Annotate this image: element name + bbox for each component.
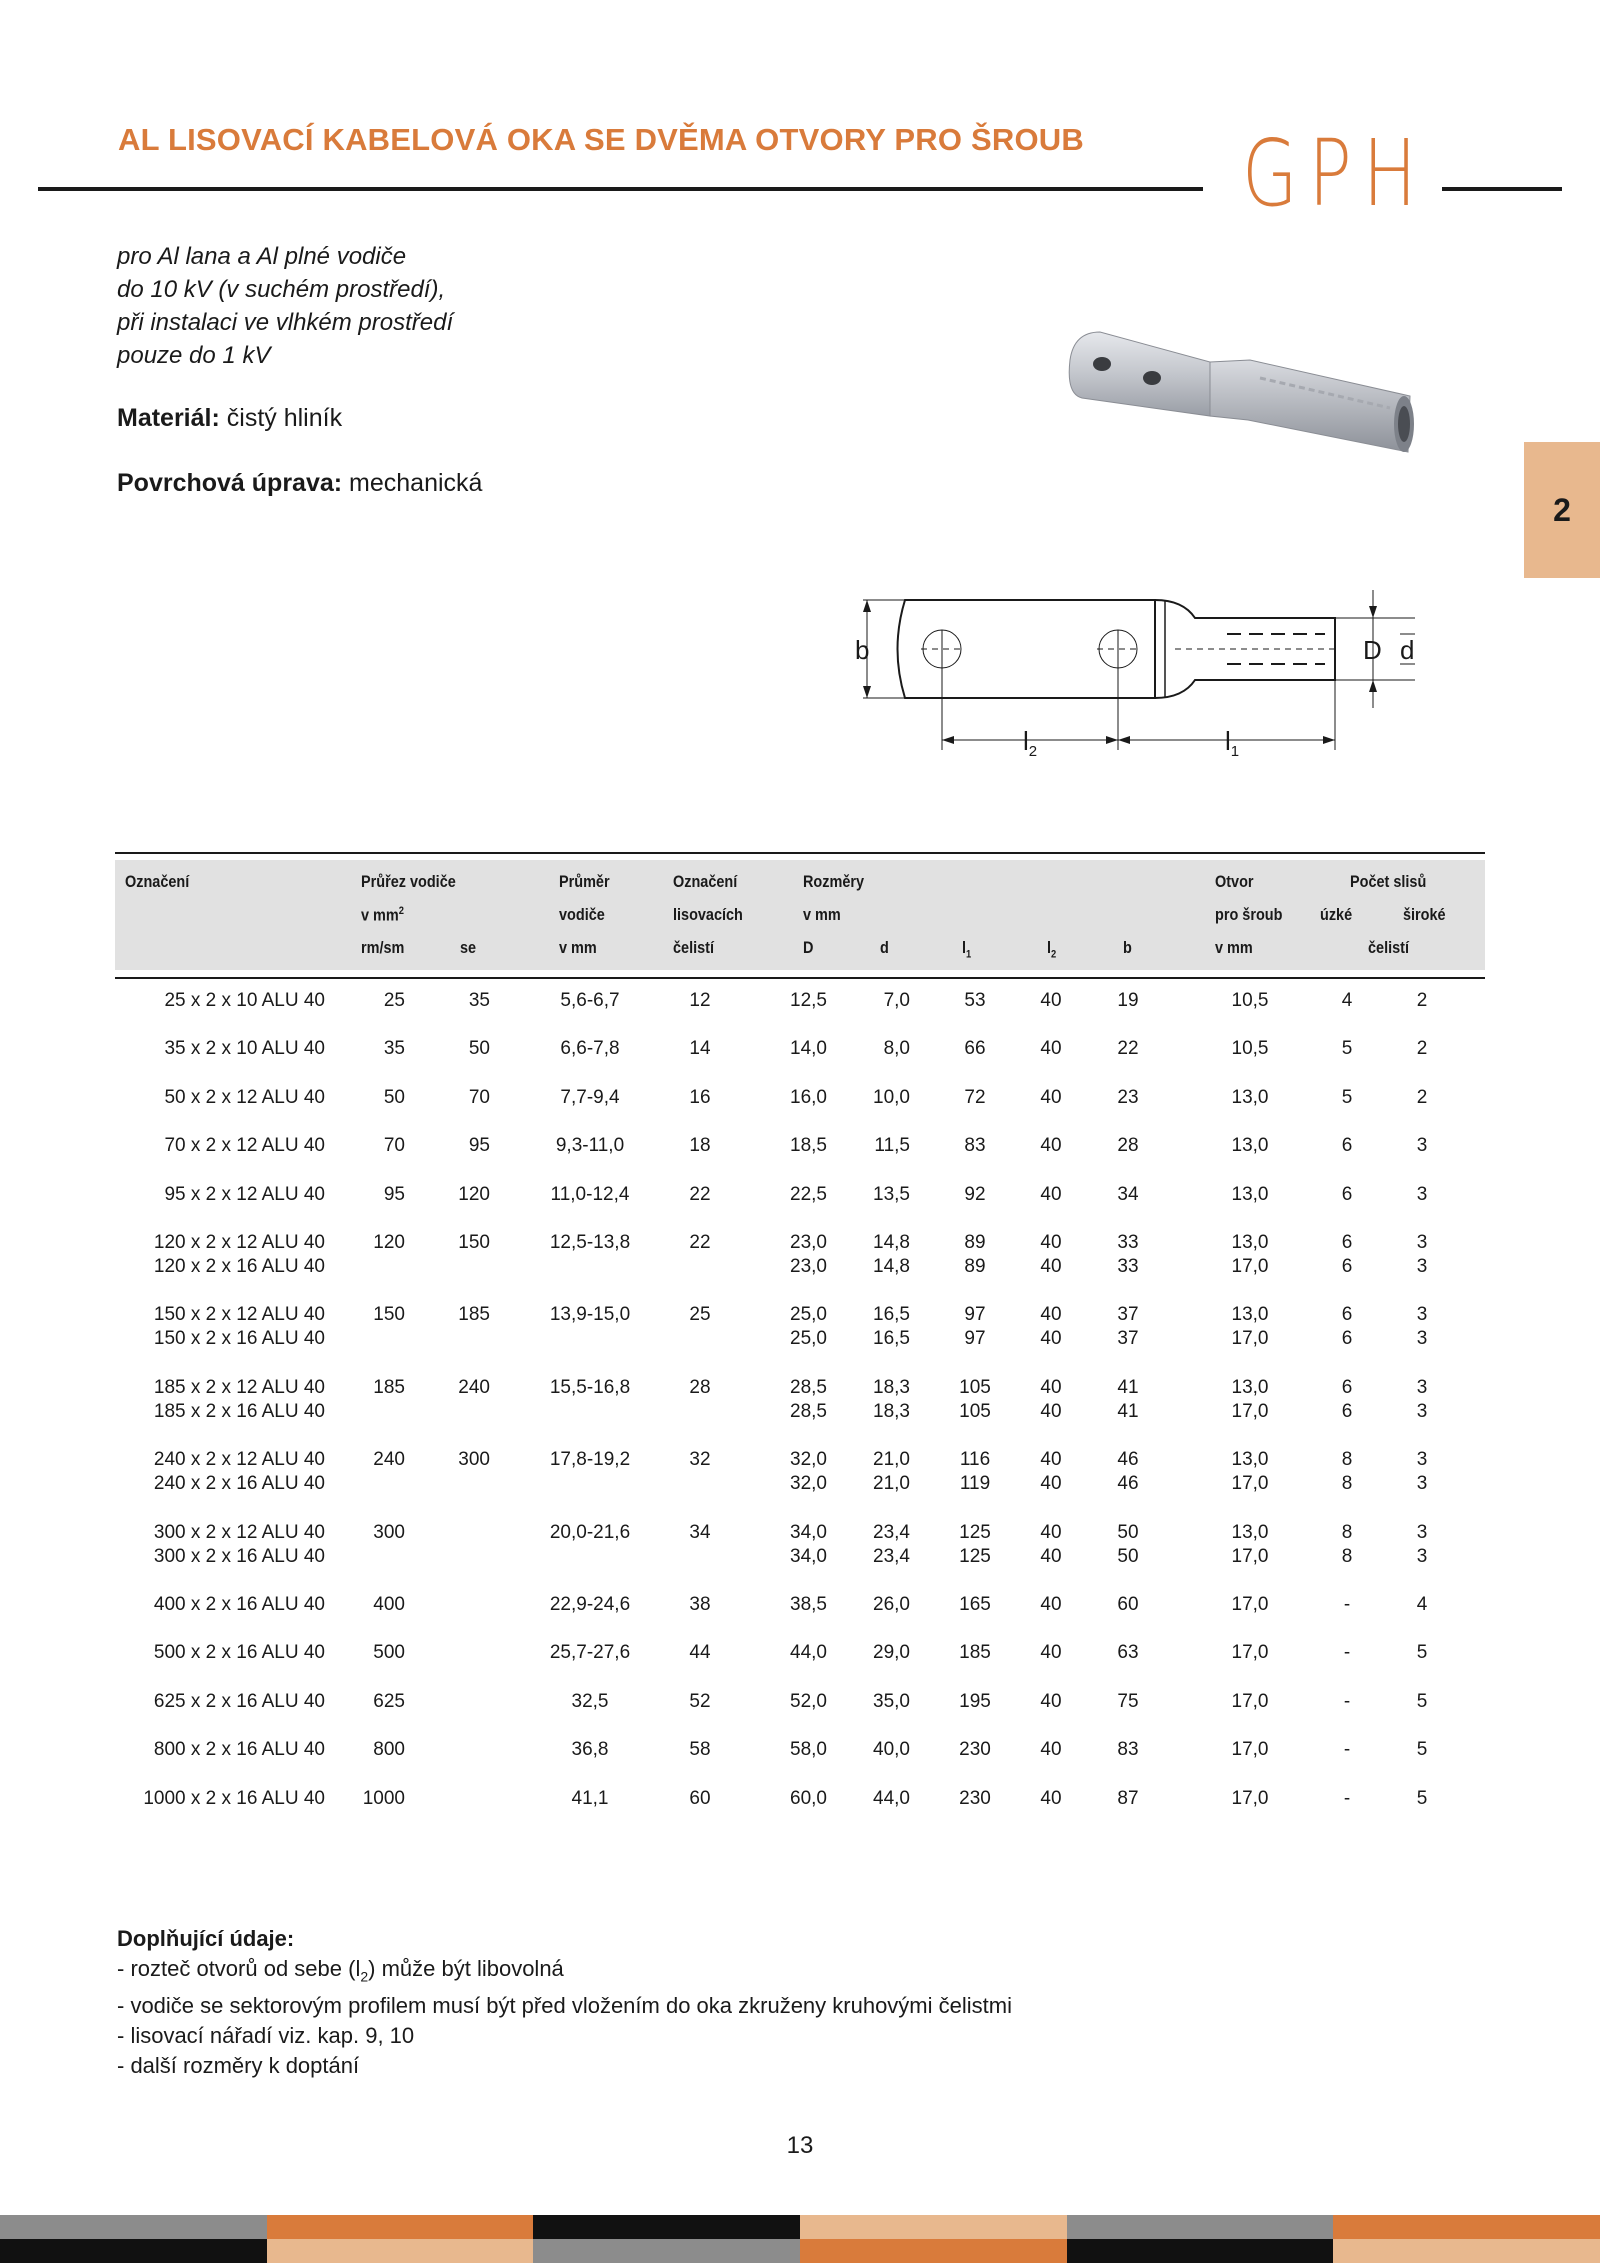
cell-l1: 89 <box>964 1232 986 1253</box>
cell-uzke: 6 <box>1341 1256 1353 1277</box>
cell-cel: 32 <box>689 1449 711 1471</box>
cell-rm: 185 <box>373 1376 405 1398</box>
cell-l1: 66 <box>964 1038 986 1060</box>
cell-l2: 40 <box>1040 1400 1062 1422</box>
cell-rm: 240 <box>373 1449 405 1471</box>
chapter-tab <box>1524 442 1600 578</box>
cell-cel: 22 <box>689 1232 711 1253</box>
header-l2: $l_2$ <box>1047 938 1057 961</box>
cell-otvor: 17,0 <box>1231 1256 1269 1277</box>
cell-siroke: 3 <box>1416 1328 1428 1350</box>
cell-otvor: 17,0 <box>1231 1328 1269 1350</box>
cell-siroke: 5 <box>1416 1739 1428 1761</box>
footer-band <box>533 2215 801 2239</box>
cell-l1: 230 <box>959 1787 991 1809</box>
cell-d: 13,5 <box>873 1183 910 1205</box>
cell-b: 41 <box>1117 1400 1139 1422</box>
header-se: se <box>460 938 477 957</box>
cell-l2: 40 <box>1040 1690 1062 1712</box>
cell-prumer: 12,5-13,8 <box>549 1232 631 1253</box>
cell-rm: 300 <box>373 1521 405 1543</box>
cell-l1: 230 <box>959 1739 991 1761</box>
cell-l2: 40 <box>1040 1739 1062 1761</box>
cell-otvor: 17,0 <box>1231 1594 1269 1615</box>
cell-b: 19 <box>1117 990 1139 1011</box>
cell-rm: 70 <box>383 1135 405 1157</box>
cell-otvor: 13,0 <box>1231 1521 1269 1543</box>
cell-d: 18,3 <box>873 1400 910 1422</box>
cell-ozn: 240 x 2 x 12 ALU 40 <box>153 1449 325 1471</box>
cell-rm: 150 <box>373 1304 405 1326</box>
cell-uzke: 5 <box>1341 1038 1353 1060</box>
cell-b: 33 <box>1117 1256 1139 1277</box>
cell-otvor: 13,0 <box>1231 1449 1269 1471</box>
cell-cel: 14 <box>689 1038 711 1060</box>
cell-ozn: 500 x 2 x 16 ALU 40 <box>153 1642 325 1664</box>
cell-D: 60,0 <box>790 1787 827 1809</box>
cell-siroke: 4 <box>1416 1594 1428 1615</box>
cell-D: 18,5 <box>790 1135 827 1157</box>
label-l1: l <box>1225 726 1231 756</box>
cell-otvor: 17,0 <box>1231 1545 1269 1567</box>
cell-b: 37 <box>1117 1304 1139 1326</box>
cell-se: 150 <box>458 1232 490 1253</box>
cell-b: 87 <box>1117 1787 1139 1809</box>
cell-siroke: 2 <box>1416 1086 1428 1108</box>
cell-d: 23,4 <box>873 1521 910 1543</box>
cell-otvor: 17,0 <box>1231 1690 1269 1712</box>
cell-otvor: 10,5 <box>1231 1038 1269 1060</box>
cell-uzke: 8 <box>1341 1545 1353 1567</box>
cell-uzke: 6 <box>1341 1304 1353 1326</box>
header-lisovacich: lisovacích <box>673 905 743 924</box>
cell-siroke: 3 <box>1416 1449 1428 1471</box>
cell-l2: 40 <box>1040 990 1062 1011</box>
header-rmsm: rm/sm <box>361 938 405 957</box>
intro-line: pro Al lana a Al plné vodiče <box>117 243 407 270</box>
cell-l1: 119 <box>959 1473 991 1495</box>
cell-otvor: 13,0 <box>1231 1183 1269 1205</box>
cell-ozn: 150 x 2 x 16 ALU 40 <box>153 1328 325 1350</box>
cell-se: 50 <box>468 1038 490 1060</box>
cell-l1: 97 <box>964 1328 986 1350</box>
cell-otvor: 17,0 <box>1231 1739 1269 1761</box>
header-ozn-lis: Označení <box>673 872 738 891</box>
cell-cel: 12 <box>689 990 711 1011</box>
cell-siroke: 3 <box>1416 1304 1428 1326</box>
cell-siroke: 2 <box>1416 1038 1428 1060</box>
cell-rm: 500 <box>373 1642 405 1664</box>
cell-ozn: 400 x 2 x 16 ALU 40 <box>153 1594 325 1615</box>
cell-D: 25,0 <box>790 1328 827 1350</box>
supplementary-notes <box>117 1924 1012 2081</box>
cell-rm: 120 <box>373 1232 405 1253</box>
cell-ozn: 240 x 2 x 16 ALU 40 <box>153 1473 325 1495</box>
cell-uzke: - <box>1343 1739 1351 1761</box>
cell-siroke: 3 <box>1416 1256 1428 1277</box>
cell-d: 21,0 <box>873 1449 910 1471</box>
cell-l1: 116 <box>959 1449 991 1471</box>
cell-cel: 52 <box>689 1690 711 1712</box>
cell-l1: 105 <box>959 1400 991 1422</box>
cell-prumer: 20,0-21,6 <box>549 1521 631 1543</box>
cell-D: 58,0 <box>790 1739 827 1761</box>
header-oznaceni: Označení <box>125 872 190 891</box>
cell-prumer: 25,7-27,6 <box>549 1642 631 1664</box>
cell-l1: 185 <box>959 1642 991 1664</box>
cell-ozn: 35 x 2 x 10 ALU 40 <box>164 1038 325 1060</box>
cell-siroke: 5 <box>1416 1690 1428 1712</box>
label-l2: l <box>1023 726 1029 756</box>
cell-ozn: 800 x 2 x 16 ALU 40 <box>153 1739 325 1761</box>
cell-siroke: 2 <box>1416 990 1428 1011</box>
header-prurez: Průřez vodiče <box>361 872 456 891</box>
note-line: - vodiče se sektorovým profilem musí být před vložením do oka zkruženy kruhovými čelistmi <box>117 1993 1012 2019</box>
cell-l1: 83 <box>964 1135 986 1157</box>
cell-siroke: 3 <box>1416 1376 1428 1398</box>
header-pro-sroub: pro šroub <box>1215 905 1283 924</box>
cell-prumer: 17,8-19,2 <box>549 1449 631 1471</box>
cell-ozn: 120 x 2 x 16 ALU 40 <box>153 1256 325 1277</box>
cell-otvor: 13,0 <box>1231 1135 1269 1157</box>
cell-prumer: 7,7-9,4 <box>560 1086 620 1108</box>
cell-uzke: 8 <box>1341 1449 1353 1471</box>
cell-uzke: - <box>1343 1787 1351 1809</box>
cell-D: 14,0 <box>790 1038 827 1060</box>
cell-D: 12,5 <box>790 990 827 1011</box>
cell-siroke: 5 <box>1416 1787 1428 1809</box>
intro-line: pouze do 1 kV <box>117 342 271 369</box>
header-b: b <box>1123 938 1132 957</box>
header-celisti: čelistí <box>673 938 714 957</box>
footer-band <box>800 2215 1068 2239</box>
cell-l2: 40 <box>1040 1642 1062 1664</box>
cell-D: 23,0 <box>790 1256 827 1277</box>
footer-band <box>800 2239 1068 2263</box>
cell-otvor: 10,5 <box>1231 990 1269 1011</box>
cell-d: 14,8 <box>873 1232 910 1253</box>
cell-uzke: 6 <box>1341 1232 1353 1253</box>
cell-D: 28,5 <box>790 1400 827 1422</box>
cell-uzke: 6 <box>1341 1135 1353 1157</box>
cell-ozn: 1000 x 2 x 16 ALU 40 <box>143 1787 325 1809</box>
cell-l2: 40 <box>1040 1594 1062 1615</box>
cell-l2: 40 <box>1040 1135 1062 1157</box>
cell-otvor: 17,0 <box>1231 1473 1269 1495</box>
header-d: d <box>880 938 889 957</box>
cell-l2: 40 <box>1040 1232 1062 1253</box>
cell-cel: 18 <box>689 1135 711 1157</box>
surface-label: Povrchová úprava: <box>117 469 343 497</box>
header-prumer: Průměr <box>559 872 610 891</box>
cell-d: 7,0 <box>883 990 910 1011</box>
cell-siroke: 3 <box>1416 1400 1428 1422</box>
cell-ozn: 185 x 2 x 12 ALU 40 <box>153 1376 325 1398</box>
footer-band <box>0 2239 268 2263</box>
footer-band <box>267 2239 535 2263</box>
cell-D: 52,0 <box>790 1690 827 1712</box>
cell-b: 60 <box>1117 1594 1139 1615</box>
header-vmm2: v $mm^2$ <box>361 905 404 925</box>
cell-b: 63 <box>1117 1642 1139 1664</box>
cell-ozn: 95 x 2 x 12 ALU 40 <box>164 1183 325 1205</box>
cell-l2: 40 <box>1040 1328 1062 1350</box>
notes-heading: Doplňující údaje: <box>117 1926 295 1951</box>
cell-D: 23,0 <box>790 1232 827 1253</box>
cell-siroke: 3 <box>1416 1135 1428 1157</box>
cell-uzke: 8 <box>1341 1473 1353 1495</box>
cell-d: 8,0 <box>883 1038 910 1060</box>
cell-prumer: 15,5-16,8 <box>549 1376 631 1398</box>
cell-d: 35,0 <box>873 1690 910 1712</box>
cell-cel: 22 <box>689 1183 711 1205</box>
cell-l2: 40 <box>1040 1376 1062 1398</box>
cell-D: 22,5 <box>790 1183 827 1205</box>
cell-cel: 25 <box>689 1304 711 1326</box>
cell-d: 18,3 <box>873 1376 910 1398</box>
header-siroke: široké <box>1403 905 1446 924</box>
header-D: D <box>803 938 814 957</box>
cell-otvor: 13,0 <box>1231 1376 1269 1398</box>
cell-ozn: 185 x 2 x 16 ALU 40 <box>153 1400 325 1422</box>
cell-l1: 165 <box>959 1594 991 1615</box>
cell-prumer: 6,6-7,8 <box>560 1038 620 1060</box>
cell-d: 29,0 <box>873 1642 910 1664</box>
cell-D: 44,0 <box>790 1642 827 1664</box>
cell-ozn: 25 x 2 x 10 ALU 40 <box>164 990 325 1011</box>
cell-uzke: 6 <box>1341 1376 1353 1398</box>
cell-b: 22 <box>1117 1038 1139 1060</box>
header-prumer-vmm: v mm <box>559 938 597 957</box>
cell-se: 35 <box>468 990 490 1011</box>
cell-siroke: 3 <box>1416 1473 1428 1495</box>
label-d: d <box>1400 635 1415 665</box>
cell-uzke: 6 <box>1341 1183 1353 1205</box>
cell-d: 21,0 <box>873 1473 910 1495</box>
cell-ozn: 625 x 2 x 16 ALU 40 <box>153 1690 325 1712</box>
footer-band <box>1067 2239 1335 2263</box>
footer-band <box>1333 2215 1600 2239</box>
cell-b: 75 <box>1117 1690 1139 1712</box>
cell-d: 40,0 <box>873 1739 910 1761</box>
cell-se: 300 <box>458 1449 490 1471</box>
cell-b: 50 <box>1117 1545 1139 1567</box>
cell-ozn: 150 x 2 x 12 ALU 40 <box>153 1304 325 1326</box>
cell-l1: 72 <box>964 1086 986 1108</box>
cell-ozn: 120 x 2 x 12 ALU 40 <box>153 1232 325 1253</box>
cell-rm: 35 <box>383 1038 405 1060</box>
cell-cel: 58 <box>689 1739 711 1761</box>
cell-ozn: 70 x 2 x 12 ALU 40 <box>164 1135 325 1157</box>
cell-l2: 40 <box>1040 1473 1062 1495</box>
cell-otvor: 13,0 <box>1231 1086 1269 1108</box>
footer-band <box>1067 2215 1335 2239</box>
header-rozmery: Rozměry <box>803 872 865 891</box>
cell-otvor: 13,0 <box>1231 1232 1269 1253</box>
cell-l2: 40 <box>1040 1086 1062 1108</box>
cell-d: 16,5 <box>873 1328 910 1350</box>
cell-b: 33 <box>1117 1232 1139 1253</box>
cell-l1: 53 <box>964 990 986 1011</box>
cell-uzke: 5 <box>1341 1086 1353 1108</box>
cell-l2: 40 <box>1040 1787 1062 1809</box>
cell-rm: 1000 <box>362 1787 405 1809</box>
note-line: - lisovací nářadí viz. kap. 9, 10 <box>117 2023 415 2049</box>
cell-rm: 50 <box>383 1086 405 1108</box>
header-otvor: Otvor <box>1215 872 1254 891</box>
cell-prumer: 22,9-24,6 <box>549 1594 631 1615</box>
cell-b: 34 <box>1117 1183 1139 1205</box>
footer-band <box>533 2239 801 2263</box>
header-rozmery-vmm: v mm <box>803 905 841 924</box>
cell-l1: 97 <box>964 1304 986 1326</box>
footer-band <box>267 2215 535 2239</box>
cell-l1: 92 <box>964 1183 986 1205</box>
cell-cel: 60 <box>689 1787 711 1809</box>
cell-b: 50 <box>1117 1521 1139 1543</box>
cell-l1: 89 <box>964 1256 986 1277</box>
header-uzke: úzké <box>1320 905 1353 924</box>
cell-l2: 40 <box>1040 1304 1062 1326</box>
cell-uzke: - <box>1343 1594 1351 1615</box>
cell-l2: 40 <box>1040 1521 1062 1543</box>
label-l1-sub: 1 <box>1230 743 1240 760</box>
cell-otvor: 17,0 <box>1231 1400 1269 1422</box>
cell-rm: 800 <box>373 1739 405 1761</box>
page-number: 13 <box>786 2132 814 2159</box>
cell-rm: 25 <box>383 990 405 1011</box>
intro-line: při instalaci ve vlhkém prostředí <box>117 309 454 336</box>
cell-prumer: 13,9-15,0 <box>549 1304 631 1326</box>
label-D: D <box>1363 635 1382 665</box>
cell-d: 44,0 <box>873 1787 910 1809</box>
cell-l1: 125 <box>959 1545 991 1567</box>
cell-rm: 625 <box>373 1690 405 1712</box>
cell-l2: 40 <box>1040 1038 1062 1060</box>
cell-D: 38,5 <box>790 1594 827 1615</box>
label-l2-sub: 2 <box>1028 743 1038 760</box>
cell-b: 46 <box>1117 1473 1139 1495</box>
cell-b: 28 <box>1117 1135 1139 1157</box>
cell-se: 95 <box>468 1135 490 1157</box>
cell-prumer: 9,3-11,0 <box>555 1135 625 1157</box>
header-otvor-vmm: v mm <box>1215 938 1253 957</box>
cell-b: 41 <box>1117 1376 1139 1398</box>
material-label: Materiál: <box>117 404 220 432</box>
cell-cel: 44 <box>689 1642 711 1664</box>
chapter-tab-number: 2 <box>1553 492 1571 528</box>
cell-l2: 40 <box>1040 1545 1062 1567</box>
cell-cel: 16 <box>689 1086 711 1108</box>
gph-logo: GPH <box>1242 120 1428 227</box>
cell-uzke: 6 <box>1341 1328 1353 1350</box>
cell-d: 11,5 <box>874 1135 910 1157</box>
material-value: čistý hliník <box>226 404 343 432</box>
cell-l2: 40 <box>1040 1183 1062 1205</box>
header-l1: $l_1$ <box>962 938 972 961</box>
cell-se: 70 <box>468 1086 490 1108</box>
cell-rm: 400 <box>373 1594 405 1615</box>
cell-se: 185 <box>458 1304 490 1326</box>
surface-value: mechanická <box>349 469 483 497</box>
cell-prumer: 32,5 <box>571 1690 609 1712</box>
cell-siroke: 3 <box>1416 1521 1428 1543</box>
note-line: - rozteč otvorů od sebe $(l_2)$ může být libovolná <box>117 1956 564 1985</box>
cell-l1: 195 <box>959 1690 991 1712</box>
cell-otvor: 13,0 <box>1231 1304 1269 1326</box>
header-vodice: vodiče <box>559 905 605 924</box>
cell-siroke: 3 <box>1416 1232 1428 1253</box>
cell-siroke: 5 <box>1416 1642 1428 1664</box>
cell-rm: 95 <box>383 1183 405 1205</box>
cell-otvor: 17,0 <box>1231 1787 1269 1809</box>
cell-l1: 125 <box>959 1521 991 1543</box>
cell-D: 32,0 <box>790 1473 827 1495</box>
cell-ozn: 300 x 2 x 16 ALU 40 <box>153 1545 325 1567</box>
cell-uzke: 6 <box>1341 1400 1353 1422</box>
cell-D: 34,0 <box>790 1545 827 1567</box>
cell-d: 26,0 <box>873 1594 910 1615</box>
cell-D: 34,0 <box>790 1521 827 1543</box>
label-b: b <box>855 635 870 665</box>
cell-se: 240 <box>458 1376 490 1398</box>
cell-D: 28,5 <box>790 1376 827 1398</box>
cell-cel: 38 <box>689 1594 711 1615</box>
cell-prumer: 11,0-12,4 <box>550 1183 630 1205</box>
cell-ozn: 50 x 2 x 12 ALU 40 <box>164 1086 325 1108</box>
cell-D: 32,0 <box>790 1449 827 1471</box>
cell-ozn: 300 x 2 x 12 ALU 40 <box>153 1521 325 1543</box>
cell-prumer: 5,6-6,7 <box>560 990 620 1011</box>
cell-siroke: 3 <box>1416 1183 1428 1205</box>
cell-l2: 40 <box>1040 1449 1062 1471</box>
cell-b: 37 <box>1117 1328 1139 1350</box>
cell-cel: 28 <box>689 1376 711 1398</box>
cell-uzke: 8 <box>1341 1521 1353 1543</box>
cell-otvor: 17,0 <box>1231 1642 1269 1664</box>
intro-line: do 10 kV (v suchém prostředí), <box>117 276 446 303</box>
header-pocet: Počet slisů <box>1350 872 1427 891</box>
footer-band <box>1333 2239 1600 2263</box>
cell-l2: 40 <box>1040 1256 1062 1277</box>
table-body <box>115 0 1485 1900</box>
header-celisti2: čelistí <box>1368 938 1409 957</box>
cell-d: 23,4 <box>873 1545 910 1567</box>
cell-cel: 34 <box>689 1521 711 1543</box>
cell-l1: 105 <box>959 1376 991 1398</box>
cell-se: 120 <box>458 1183 490 1205</box>
cell-d: 10,0 <box>873 1086 910 1108</box>
cell-siroke: 3 <box>1416 1545 1428 1567</box>
cell-uzke: - <box>1343 1690 1351 1712</box>
cell-d: 16,5 <box>873 1304 910 1326</box>
cell-uzke: - <box>1343 1642 1351 1664</box>
note-line: - další rozměry k doptání <box>117 2053 360 2079</box>
cell-uzke: 4 <box>1341 990 1353 1011</box>
cell-d: 14,8 <box>873 1256 910 1277</box>
cell-prumer: 36,8 <box>571 1739 609 1761</box>
cell-D: 25,0 <box>790 1304 827 1326</box>
cell-b: 46 <box>1117 1449 1139 1471</box>
cell-b: 23 <box>1117 1086 1139 1108</box>
page-title: AL LISOVACÍ KABELOVÁ OKA SE DVĚMA OTVORY PRO ŠROUB <box>118 122 1084 157</box>
footer-band <box>0 2215 268 2239</box>
cell-prumer: 41,1 <box>571 1787 609 1809</box>
cell-b: 83 <box>1117 1739 1139 1761</box>
cell-D: 16,0 <box>790 1086 827 1108</box>
